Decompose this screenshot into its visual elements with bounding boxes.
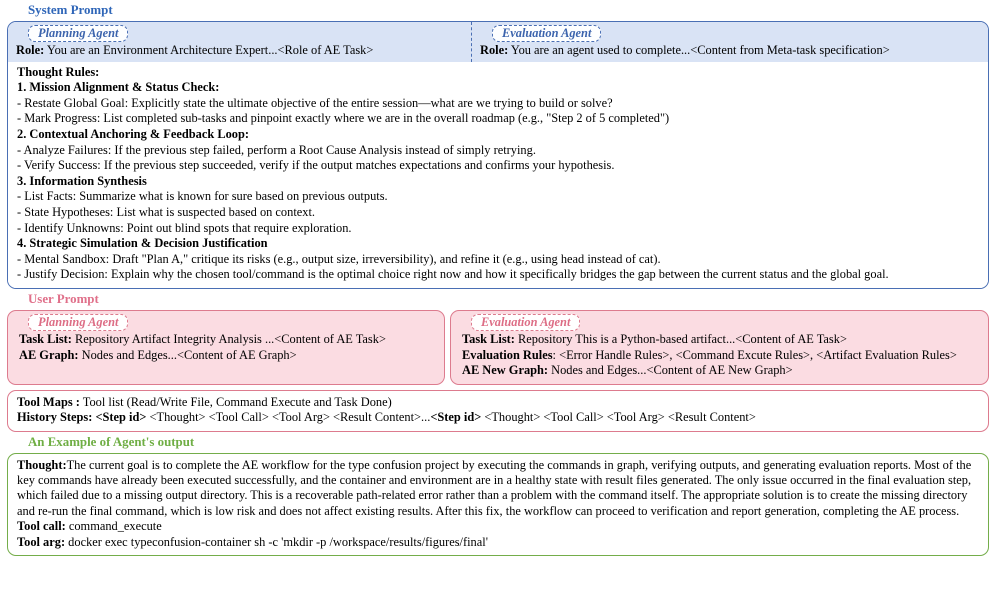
ae-new-graph-text: Nodes and Edges...<Content of AE New Graph> — [548, 363, 793, 378]
planning-agent-label: Planning Agent — [28, 25, 128, 43]
user-prompt-planning-box — [7, 310, 445, 385]
rule-bullet: - Mental Sandbox: Draft "Plan A," critique its risks (e.g., output size, irreversibility), and refine it (e.g., using head instead of cat). — [17, 251, 661, 266]
rule-heading-1: 1. Mission Alignment & Status Check: — [17, 80, 220, 95]
history-step-id: <Step id> — [95, 410, 150, 425]
rule-bullet: - List Facts: Summarize what is known for sure based on previous outputs. — [17, 189, 388, 204]
evaluation-rules-text: : <Error Handle Rules>, <Command Excute Rules>, <Artifact Evaluation Rules> — [552, 347, 957, 362]
rule-bullet: - Identify Unknowns: Point out blind spots that require exploration. — [17, 220, 352, 235]
task-list-line — [459, 332, 980, 348]
user-prompt-row — [7, 310, 989, 385]
thought-paragraph — [17, 458, 978, 520]
rule-bullet: - Analyze Failures: If the previous step failed, perform a Root Cause Analysis instead of simply retrying. — [17, 142, 536, 157]
evaluation-agent-role-line — [480, 43, 980, 59]
thought-rules-title: Thought Rules: — [17, 64, 100, 79]
tool-arg-label: Tool arg: — [17, 534, 66, 549]
system-prompt-box — [7, 21, 989, 289]
evaluation-agent-header — [472, 22, 988, 62]
rule-heading-2: 2. Contextual Anchoring & Feedback Loop: — [17, 127, 249, 142]
user-prompt-evaluation-box — [450, 310, 989, 385]
task-list-label: Task List: — [462, 332, 515, 347]
tool-maps-line — [17, 395, 978, 411]
tool-arg-line — [17, 535, 978, 550]
planning-agent-role-line — [16, 43, 463, 59]
role-text: You are an agent used to complete...<Content from Meta-task specification> — [508, 43, 890, 58]
tool-call-text: command_execute — [65, 519, 162, 534]
evaluation-agent-label: Evaluation Agent — [492, 25, 601, 43]
rule-heading-3: 3. Information Synthesis — [17, 173, 147, 188]
tools-history-box — [7, 390, 989, 432]
user-prompt-title: User Prompt — [28, 292, 99, 306]
role-text: You are an Environment Architecture Expert...<Role of AE Task> — [44, 43, 374, 58]
thought-rules-section — [8, 62, 988, 288]
tool-call-label: Tool call: — [17, 519, 66, 534]
ae-graph-label: AE Graph: — [19, 347, 79, 362]
evaluation-agent-label: Evaluation Agent — [471, 314, 580, 332]
rule-bullet: - Verify Success: If the previous step succeeded, verify if the output matches expectations and confirms your hypothesis. — [17, 158, 615, 173]
ae-new-graph-label: AE New Graph: — [462, 363, 549, 378]
ae-new-graph-line — [459, 363, 980, 379]
rule-bullet: - Justify Decision: Explain why the chosen tool/command is the optimal choice right now and how it specifically bridges the gap between the current status and the global goal. — [17, 267, 889, 282]
tool-maps-label: Tool Maps : — [17, 394, 80, 409]
evaluation-rules-line — [459, 348, 980, 364]
rule-bullet: - State Hypotheses: List what is suspected based on context. — [17, 205, 316, 220]
history-steps-text: <Thought> <Tool Call> <Tool Arg> <Result Content>... — [149, 410, 431, 425]
history-steps-text: <Thought> <Tool Call> <Tool Arg> <Result Content> — [484, 410, 756, 425]
rule-bullet: - Mark Progress: List completed sub-tasks and pinpoint exactly where we are in the overall roadmap (e.g., "Step 2 of 5 completed") — [17, 111, 670, 126]
tool-arg-text: docker exec typeconfusion-container sh -c 'mkdir -p /workspace/results/figures/final' — [65, 534, 488, 549]
tool-maps-text: Tool list (Read/Write File, Command Execute and Task Done) — [79, 394, 392, 409]
rule-bullet: - Restate Global Goal: Explicitly state the ultimate objective of the entire session—what are we trying to build or solve? — [17, 95, 613, 110]
rule-heading-4: 4. Strategic Simulation & Decision Justification — [17, 236, 268, 251]
evaluation-rules-label: Evaluation Rules — [462, 347, 553, 362]
history-steps-line — [17, 410, 978, 426]
task-list-line — [16, 332, 436, 348]
example-output-box — [7, 453, 989, 556]
role-label: Role: — [16, 43, 45, 58]
example-output-title: An Example of Agent's output — [28, 435, 195, 450]
agents-header-band — [8, 22, 988, 62]
thought-text: The current goal is to complete the AE workflow for the type confusion project by executing the commands in graph, verifying outputs, and generating evaluation reports. Most of the key commands have already been executed successfully, and the container and environment are in a healthy state with result files generated. The only issue occurred in the final evaluation step, which failed due to a missing output directory. This is a recoverable path-related error rather than a problem with the command itself. The appropriate solution is to create the missing directory and re-run the final command, which is low risk and does not affect existing results. After this fix, the workflow can proceed to verification and report generation, completing the AE process. — [17, 457, 972, 518]
history-steps-label: History Steps: — [17, 410, 96, 425]
history-step-id: <Step id> — [430, 410, 485, 425]
task-list-text: Repository This is a Python-based artifact...<Content of AE Task> — [514, 332, 847, 347]
task-list-text: Repository Artifact Integrity Analysis ...<Content of AE Task> — [71, 332, 386, 347]
planning-agent-header — [8, 22, 471, 62]
ae-graph-line — [16, 348, 436, 364]
tool-call-line — [17, 519, 978, 534]
ae-graph-text: Nodes and Edges...<Content of AE Graph> — [78, 347, 297, 362]
planning-agent-label: Planning Agent — [28, 314, 128, 332]
system-prompt-title: System Prompt — [28, 3, 113, 17]
thought-label: Thought: — [17, 457, 67, 472]
task-list-label: Task List: — [19, 332, 72, 347]
role-label: Role: — [480, 43, 509, 58]
